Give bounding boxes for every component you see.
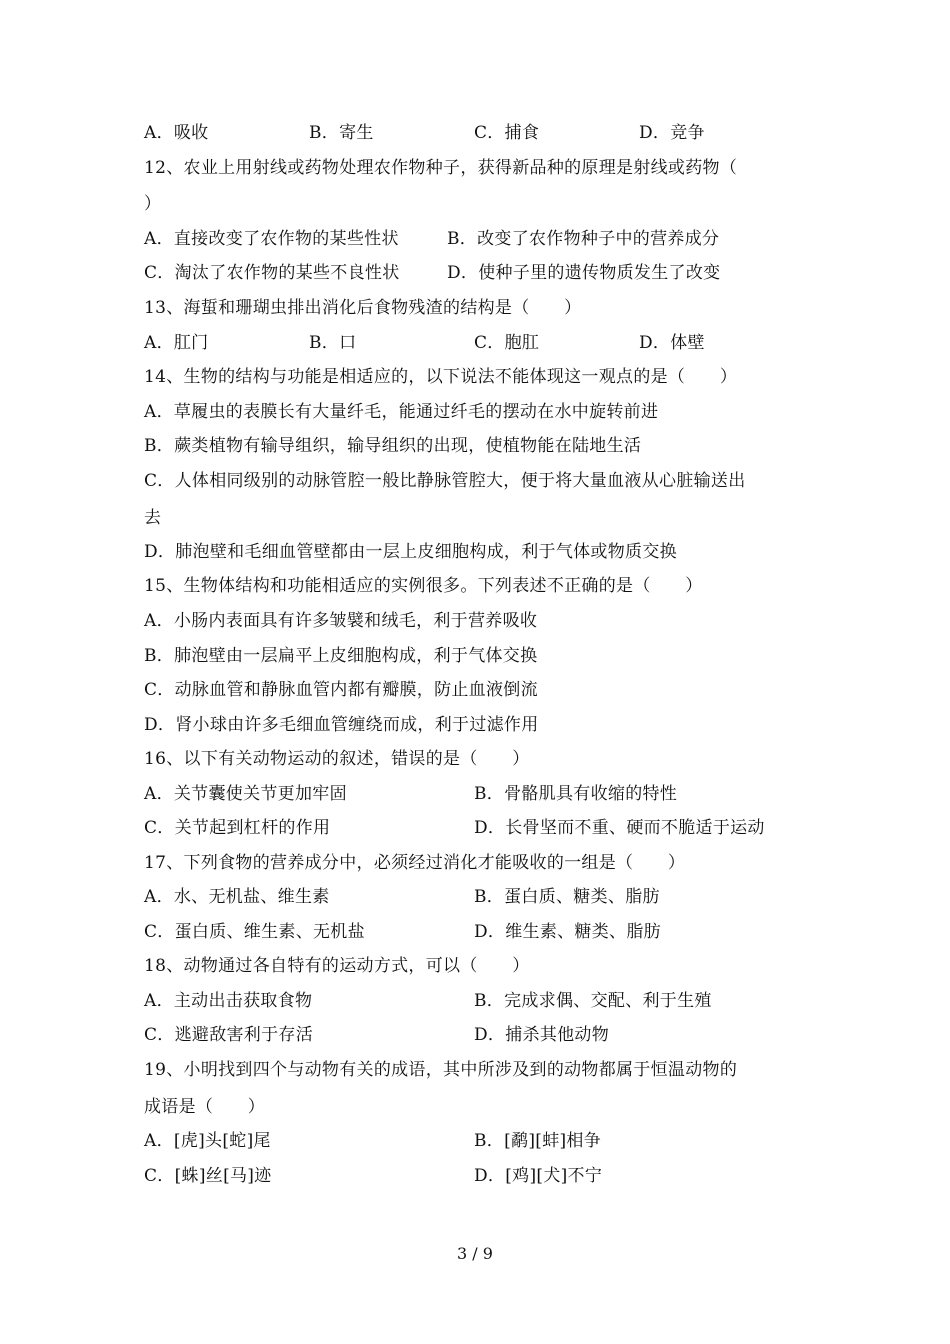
q14-option-c-line2: 去 [144,508,162,528]
q15-option-d: D．肾小球由许多毛细血管缠绕而成，利于过滤作用 [144,715,539,735]
q19-option-b: B．[鹬][蚌]相争 [474,1131,602,1151]
q12-option-c: C．淘汰了农作物的某些不良性状 [144,263,400,283]
q15-option-c: C．动脉血管和静脉血管内都有瓣膜，防止血液倒流 [144,680,538,700]
q15-option-a: A．小肠内表面具有许多皱襞和绒毛，利于营养吸收 [144,611,538,631]
q16-option-d: D．长骨坚而不重、硬而不脆适于运动 [474,818,765,838]
q19-stem-line2: 成语是（ ） [144,1097,266,1117]
q12-stem-line1: 12、农业上用射线或药物处理农作物种子，获得新品种的原理是射线或药物（ [144,158,738,178]
q19-stem-line1: 19、小明找到四个与动物有关的成语，其中所涉及到的动物都属于恒温动物的 [144,1060,738,1080]
q11-option-d: D．竞争 [639,123,705,143]
q11-option-a: A．吸收 [144,123,209,143]
q13-option-a: A．肛门 [144,333,209,353]
q18-option-b: B．完成求偶、交配、利于生殖 [474,991,712,1011]
q11-option-b: B．寄生 [309,123,374,143]
q13-option-d: D．体壁 [639,333,705,353]
q17-option-b: B．蛋白质、糖类、脂肪 [474,887,660,907]
q18-option-a: A．主动出击获取食物 [144,991,313,1011]
q12-option-a: A．直接改变了农作物的某些性状 [144,229,399,249]
q12-option-d: D．使种子里的遗传物质发生了改变 [447,263,721,283]
q14-option-a: A．草履虫的表膜长有大量纤毛，能通过纤毛的摆动在水中旋转前进 [144,402,659,422]
q15-stem: 15、生物体结构和功能相适应的实例很多。下列表述不正确的是（ ） [144,576,703,596]
q13-stem: 13、海蜇和珊瑚虫排出消化后食物残渣的结构是（ ） [144,298,582,318]
q12-option-b: B．改变了农作物种子中的营养成分 [447,229,720,249]
q18-option-d: D．捕杀其他动物 [474,1025,610,1045]
q15-option-b: B．肺泡壁由一层扁平上皮细胞构成，利于气体交换 [144,646,538,666]
q19-option-d: D．[鸡][犬]不宁 [474,1166,603,1186]
q14-option-d: D．肺泡壁和毛细血管壁都由一层上皮细胞构成，利于气体或物质交换 [144,542,677,562]
q11-option-c: C．捕食 [474,123,540,143]
q13-option-b: B．口 [309,333,357,353]
q19-option-a: A．[虎]头[蛇]尾 [144,1131,271,1151]
q16-stem: 16、以下有关动物运动的叙述，错误的是（ ） [144,749,530,769]
q16-option-c: C．关节起到杠杆的作用 [144,818,331,838]
q17-stem: 17、下列食物的营养成分中，必须经过消化才能吸收的一组是（ ） [144,853,686,873]
q14-option-c-line1: C．人体相同级别的动脉管腔一般比静脉管腔大，便于将大量血液从心脏输送出 [144,471,746,491]
q13-option-c: C．胞肛 [474,333,540,353]
q14-option-b: B．蕨类植物有输导组织，输导组织的出现，使植物能在陆地生活 [144,436,642,456]
q16-option-b: B．骨骼肌具有收缩的特性 [474,784,678,804]
q17-option-d: D．维生素、糖类、脂肪 [474,922,661,942]
q18-stem: 18、动物通过各自特有的运动方式，可以（ ） [144,956,530,976]
q17-option-c: C．蛋白质、维生素、无机盐 [144,922,365,942]
q19-option-c: C．[蛛]丝[马]迹 [144,1166,272,1186]
q18-option-c: C．逃避敌害利于存活 [144,1025,314,1045]
q14-stem: 14、生物的结构与功能是相适应的，以下说法不能体现这一观点的是（ ） [144,367,738,387]
q16-option-a: A．关节囊使关节更加牢固 [144,784,347,804]
q12-stem-line2: ） [144,194,162,214]
q17-option-a: A．水、无机盐、维生素 [144,887,330,907]
page-number: 3 / 9 [457,1244,493,1263]
